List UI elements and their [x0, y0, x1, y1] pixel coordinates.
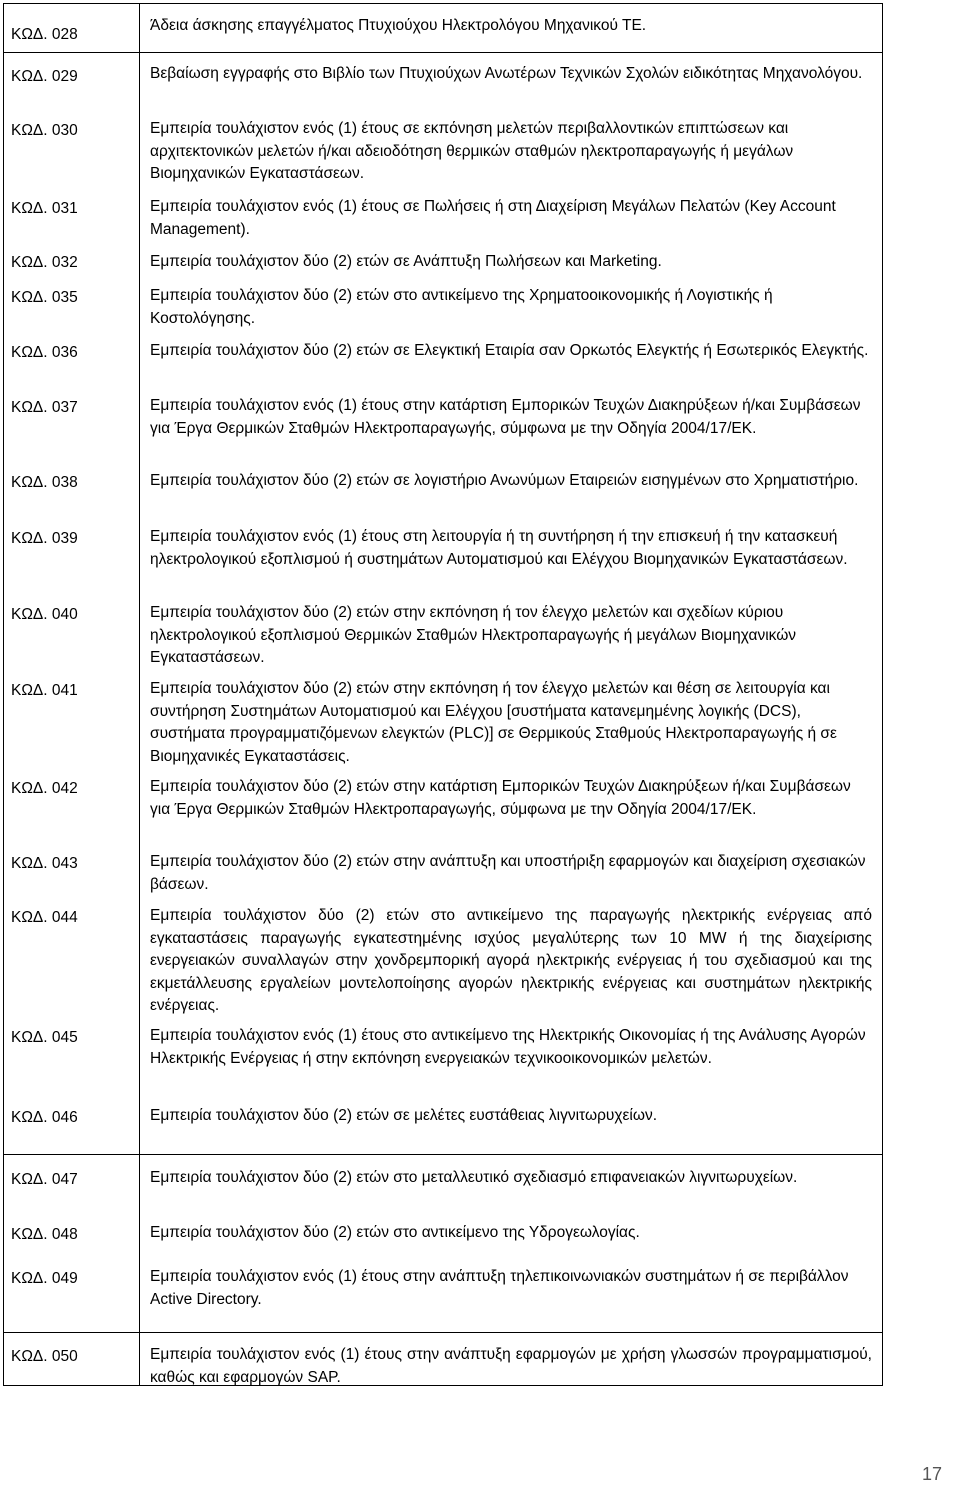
row-description: Άδεια άσκησης επαγγέλματος Πτυχιούχου Ηλεκτρολόγου Μηχανικού ΤΕ. [150, 17, 647, 34]
row-code: ΚΩΔ. 035 [11, 289, 78, 306]
row-description: Εμπειρία τουλάχιστον ενός (1) έτους σε εκπόνηση μελετών περιβαλλοντικών επιπτώσεων και αρχιτεκτονικών μελετών ή/και αδειοδότηση θερμικών σταθμών ηλεκτροπαραγωγής ή μεγάλων Βιομηχανικών Εγκαταστάσεων. [150, 120, 794, 182]
row-description: Εμπειρία τουλάχιστον δύο (2) ετών σε Ανάπτυξη Πωλήσεων και Marketing. [150, 253, 662, 270]
row-description: Εμπειρία τουλάχιστον δύο (2) ετών σε μελέτες ευστάθειας λιγνιτωρυχείων. [150, 1107, 658, 1124]
page-number: 17 [922, 1464, 943, 1484]
row-divider [3, 52, 883, 53]
row-code: ΚΩΔ. 048 [11, 1226, 78, 1243]
row-description: Εμπειρία τουλάχιστον δύο (2) ετών στην ανάπτυξη και υποστήριξη εφαρμογών και διαχείριση σχεσιακών βάσεων. [150, 853, 866, 893]
row-description: Εμπειρία τουλάχιστον ενός (1) έτους στη λειτουργία ή τη συντήρηση ή την επισκευή ή την κατασκευή ηλεκτρολογικού εξοπλισμού ή συστημάτων Αυτοματισμού και Ελέγχου Βιομηχανικών Εγκαταστάσεων. [150, 528, 848, 568]
row-description: Εμπειρία τουλάχιστον ενός (1) έτους στην ανάπτυξη τηλεπικοινωνιακών συστημάτων ή σε περιβάλλον Active Directory. [150, 1268, 849, 1308]
row-code: ΚΩΔ. 040 [11, 606, 78, 623]
row-code: ΚΩΔ. 038 [11, 474, 78, 491]
row-code: ΚΩΔ. 028 [11, 26, 78, 43]
row-code: ΚΩΔ. 050 [11, 1348, 78, 1365]
row-code: ΚΩΔ. 036 [11, 344, 78, 361]
row-description: Εμπειρία τουλάχιστον δύο (2) ετών στο αντικείμενο της παραγωγής ηλεκτρικής ενέργειας από εγκαταστάσεις παραγωγής εγκατεστημένης ισχύος μεγαλύτερης των 10 MW ή της διαχείρισης ενεργειακών συναλλαγών στην χονδρεμπορική αγορά ηλεκτρικής ενέργειας ή του σχεδιασμού και της εκμετάλλευσης εργαλείων μοντελοποίησης αγορών ηλεκτρικής ενέργειας και συστημάτων ηλεκτρικής ενέργειας. [150, 907, 872, 1014]
row-code: ΚΩΔ. 045 [11, 1029, 78, 1046]
row-description: Εμπειρία τουλάχιστον δύο (2) ετών σε λογιστήριο Ανωνύμων Εταιρειών εισηγμένων στο Χρηματιστήριο. [150, 472, 859, 489]
row-divider [3, 1332, 883, 1333]
row-description: Εμπειρία τουλάχιστον ενός (1) έτους στην κατάρτιση Εμπορικών Τευχών Διακηρύξεων ή/και Συμβάσεων για Έργα Θερμικών Σταθμών Ηλεκτροπαραγωγής, σύμφωνα με την Οδηγία 2004/17/ΕΚ. [150, 397, 861, 437]
row-description: Εμπειρία τουλάχιστον δύο (2) ετών στην εκπόνηση ή τον έλεγχο μελετών και σχεδίων κύριου ηλεκτρολογικού εξοπλισμού Θερμικών Σταθμών Ηλεκτροπαραγωγής ή μεγάλων Βιομηχανικών Εγκαταστάσεων. [150, 604, 797, 666]
row-code: ΚΩΔ. 049 [11, 1270, 78, 1287]
row-code: ΚΩΔ. 029 [11, 68, 78, 85]
row-description: Εμπειρία τουλάχιστον δύο (2) ετών στην εκπόνηση ή τον έλεγχο μελετών και θέση σε λειτουργία και συντήρηση Συστημάτων Αυτοματισμού και Ελέγχου [συστήματα κατανεμημένης λογικής (DCS), συστήματα προγραμματιζόμενων ελεγκτών (PLC)] σε Θερμικούς Σταθμούς Ηλεκτροπαραγωγής ή σε Βιομηχανικές Εγκαταστάσεις. [150, 680, 837, 765]
row-description: Εμπειρία τουλάχιστον δύο (2) ετών στο αντικείμενο της Υδρογεωλογίας. [150, 1224, 640, 1241]
row-description: Εμπειρία τουλάχιστον δύο (2) ετών στο μεταλλευτικό σχεδιασμό επιφανειακών λιγνιτωρυχείων. [150, 1169, 798, 1186]
row-description: Βεβαίωση εγγραφής στο Βιβλίο των Πτυχιούχων Ανωτέρων Τεχνικών Σχολών ειδικότητας Μηχανολόγου. [150, 65, 863, 82]
row-description: Εμπειρία τουλάχιστον δύο (2) ετών στο αντικείμενο της Χρηματοοικονομικής ή Λογιστικής ή Κοστολόγησης. [150, 287, 773, 327]
column-divider [139, 3, 140, 1386]
row-description: Εμπειρία τουλάχιστον ενός (1) έτους σε Πωλήσεις ή στη Διαχείριση Μεγάλων Πελατών (Key Account Management). [150, 198, 836, 238]
row-code: ΚΩΔ. 044 [11, 909, 78, 926]
row-code: ΚΩΔ. 046 [11, 1109, 78, 1126]
row-code: ΚΩΔ. 037 [11, 399, 78, 416]
row-code: ΚΩΔ. 043 [11, 855, 78, 872]
row-code: ΚΩΔ. 039 [11, 530, 78, 547]
row-description: Εμπειρία τουλάχιστον ενός (1) έτους στην ανάπτυξη εφαρμογών με χρήση γλωσσών προγραμματισμού, καθώς και εφαρμογών SAP. [150, 1346, 872, 1386]
row-code: ΚΩΔ. 047 [11, 1171, 78, 1188]
row-code: ΚΩΔ. 042 [11, 780, 78, 797]
row-divider [3, 1154, 883, 1155]
row-code: ΚΩΔ. 030 [11, 122, 78, 139]
row-code: ΚΩΔ. 041 [11, 682, 78, 699]
row-code: ΚΩΔ. 031 [11, 200, 78, 217]
row-description: Εμπειρία τουλάχιστον δύο (2) ετών στην κατάρτιση Εμπορικών Τευχών Διακηρύξεων ή/και Συμβάσεων για Έργα Θερμικών Σταθμών Ηλεκτροπαραγωγής, σύμφωνα με την Οδηγία 2004/17/ΕΚ. [150, 778, 851, 818]
row-code: ΚΩΔ. 032 [11, 254, 78, 271]
row-description: Εμπειρία τουλάχιστον δύο (2) ετών σε Ελεγκτική Εταιρία σαν Ορκωτός Ελεγκτής ή Εσωτερικός Ελεγκτής. [150, 342, 869, 359]
row-description: Εμπειρία τουλάχιστον ενός (1) έτους στο αντικείμενο της Ηλεκτρικής Οικονομίας ή της Ανάλυσης Αγορών Ηλεκτρικής Ενέργειας ή στην εκπόνηση ενεργειακών τεχνικοοικονομικών μελετών. [150, 1027, 866, 1067]
